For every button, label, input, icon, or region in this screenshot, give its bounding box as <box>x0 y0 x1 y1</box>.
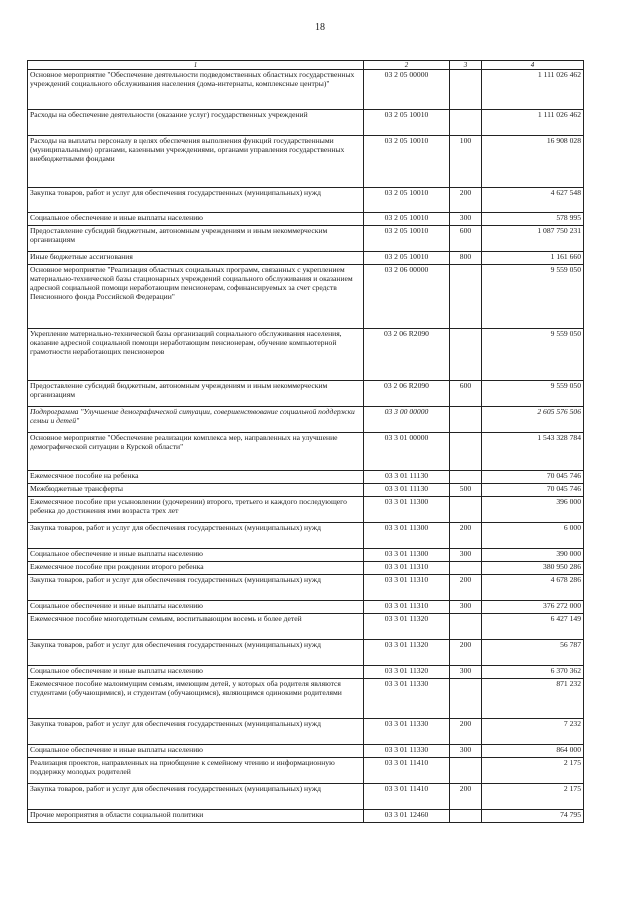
cell-code: 03 3 01 12460 <box>364 810 450 823</box>
cell-type <box>450 679 482 719</box>
table-row <box>28 265 584 329</box>
cell-name: Предоставление субсидий бюджетным, автономным учреждениям и иным некоммерческим организациям <box>28 226 364 252</box>
cell-code: 03 3 01 11320 <box>364 640 450 666</box>
cell-name: Прочие мероприятия в области социальной политики <box>28 810 364 823</box>
cell-code: 03 3 01 11330 <box>364 679 450 719</box>
table-row <box>28 484 584 497</box>
cell-type: 200 <box>450 188 482 213</box>
cell-name: Социальное обеспечение и иные выплаты населению <box>28 549 364 562</box>
cell-sum: 74 795 <box>482 810 584 823</box>
cell-code: 03 3 01 11330 <box>364 719 450 745</box>
table-row <box>28 523 584 549</box>
cell-name: Социальное обеспечение и иные выплаты населению <box>28 601 364 614</box>
cell-code: 03 3 01 11310 <box>364 562 450 575</box>
column-header-code: 2 <box>364 61 450 70</box>
cell-type <box>450 407 482 433</box>
cell-sum: 864 000 <box>482 745 584 758</box>
cell-name: Укрепление материально-технической базы организаций социального обслуживания населения, оказание адресной социальной помощи неработающим пенсионерам, обучение компьютерной грамотности неработающих пенсионеров <box>28 329 364 381</box>
cell-code: 03 3 01 11130 <box>364 471 450 484</box>
table-row <box>28 226 584 252</box>
cell-sum: 56 787 <box>482 640 584 666</box>
cell-sum: 380 950 286 <box>482 562 584 575</box>
cell-type <box>450 614 482 640</box>
cell-name: Закупка товаров, работ и услуг для обеспечения государственных (муниципальных) нужд <box>28 188 364 213</box>
cell-code: 03 3 01 11320 <box>364 614 450 640</box>
cell-code: 03 3 01 11330 <box>364 745 450 758</box>
cell-sum: 4 627 548 <box>482 188 584 213</box>
cell-sum: 1 543 328 784 <box>482 433 584 471</box>
cell-name: Закупка товаров, работ и услуг для обеспечения государственных (муниципальных) нужд <box>28 640 364 666</box>
cell-type: 200 <box>450 523 482 549</box>
cell-code: 03 2 05 10010 <box>364 213 450 226</box>
table-row <box>28 640 584 666</box>
cell-code: 03 2 05 10010 <box>364 252 450 265</box>
cell-type: 800 <box>450 252 482 265</box>
table-row <box>28 381 584 407</box>
cell-code: 03 3 01 11300 <box>364 549 450 562</box>
cell-type <box>450 433 482 471</box>
table-row <box>28 136 584 188</box>
cell-code: 03 2 06 R2090 <box>364 381 450 407</box>
cell-type: 300 <box>450 549 482 562</box>
cell-sum: 2 605 576 506 <box>482 407 584 433</box>
cell-type <box>450 758 482 784</box>
cell-name: Закупка товаров, работ и услуг для обеспечения государственных (муниципальных) нужд <box>28 784 364 810</box>
cell-sum: 2 175 <box>482 784 584 810</box>
cell-name: Закупка товаров, работ и услуг для обеспечения государственных (муниципальных) нужд <box>28 719 364 745</box>
cell-name: Расходы на обеспечение деятельности (оказание услуг) государственных учреждений <box>28 110 364 136</box>
cell-type: 200 <box>450 575 482 601</box>
cell-type: 200 <box>450 640 482 666</box>
cell-name: Основное мероприятие "Реализация областных социальных программ, связанных с укреплением материально-технической базы стационарных учреждений социального обслуживания и оказанием адресной социальной помощи неработающим пенсионерам, софинансируемых за счет средств Пенсионного фонда Российской Федерации" <box>28 265 364 329</box>
cell-sum: 1 111 026 462 <box>482 70 584 110</box>
table-header-row <box>28 61 584 70</box>
cell-sum: 6 370 362 <box>482 666 584 679</box>
cell-name: Социальное обеспечение и иные выплаты населению <box>28 745 364 758</box>
cell-sum: 4 678 286 <box>482 575 584 601</box>
cell-sum: 376 272 000 <box>482 601 584 614</box>
cell-type <box>450 497 482 523</box>
cell-type: 200 <box>450 784 482 810</box>
cell-sum: 7 232 <box>482 719 584 745</box>
table-row <box>28 188 584 213</box>
cell-name: Предоставление субсидий бюджетным, автономным учреждениям и иным некоммерческим организациям <box>28 381 364 407</box>
cell-type <box>450 562 482 575</box>
table-row <box>28 614 584 640</box>
cell-name: Основное мероприятие "Обеспечение деятельности подведомственных областных государственных учреждений социального обслуживания населения (дома-интернаты, комплексные центры)" <box>28 70 364 110</box>
table-row <box>28 252 584 265</box>
table-row <box>28 562 584 575</box>
table-row <box>28 679 584 719</box>
cell-sum: 70 045 746 <box>482 471 584 484</box>
cell-type: 100 <box>450 136 482 188</box>
cell-code: 03 3 01 11310 <box>364 601 450 614</box>
cell-name: Ежемесячное пособие при рождении второго ребенка <box>28 562 364 575</box>
cell-sum: 396 000 <box>482 497 584 523</box>
cell-sum: 1 111 026 462 <box>482 110 584 136</box>
cell-sum: 578 995 <box>482 213 584 226</box>
cell-code: 03 3 01 11410 <box>364 758 450 784</box>
cell-type: 300 <box>450 601 482 614</box>
table-row <box>28 213 584 226</box>
cell-sum: 2 175 <box>482 758 584 784</box>
cell-sum: 6 427 149 <box>482 614 584 640</box>
cell-sum: 9 559 050 <box>482 265 584 329</box>
cell-name: Ежемесячное пособие многодетным семьям, воспитывающим восемь и более детей <box>28 614 364 640</box>
cell-name: Межбюджетные трансферты <box>28 484 364 497</box>
cell-sum: 70 045 746 <box>482 484 584 497</box>
cell-code: 03 2 05 10010 <box>364 226 450 252</box>
cell-sum: 16 908 028 <box>482 136 584 188</box>
table-row <box>28 719 584 745</box>
table-row <box>28 110 584 136</box>
cell-name: Основное мероприятие "Обеспечение реализации комплекса мер, направленных на улучшение демографической ситуации в Курской области" <box>28 433 364 471</box>
table-row <box>28 745 584 758</box>
table-row <box>28 407 584 433</box>
cell-type: 300 <box>450 666 482 679</box>
cell-name: Подпрограмма "Улучшение демографической ситуации, совершенствование социальной поддержки семьи и детей" <box>28 407 364 433</box>
cell-sum: 390 000 <box>482 549 584 562</box>
table-row <box>28 575 584 601</box>
table-row <box>28 810 584 823</box>
cell-type <box>450 265 482 329</box>
cell-code: 03 3 01 00000 <box>364 433 450 471</box>
cell-name: Иные бюджетные ассигнования <box>28 252 364 265</box>
cell-name: Ежемесячное пособие при усыновлении (удочерении) второго, третьего и каждого последующего ребенка до достижения ими возраста трех лет <box>28 497 364 523</box>
table-row <box>28 471 584 484</box>
cell-name: Социальное обеспечение и иные выплаты населению <box>28 666 364 679</box>
column-header-name: 1 <box>28 61 364 70</box>
cell-name: Социальное обеспечение и иные выплаты населению <box>28 213 364 226</box>
cell-name: Ежемесячное пособие малоимущим семьям, имеющим детей, у которых оба родителя являются студентами (обучающимися), и студентам (обучающимся), являющимся одинокими родителями <box>28 679 364 719</box>
cell-name: Закупка товаров, работ и услуг для обеспечения государственных (муниципальных) нужд <box>28 575 364 601</box>
cell-code: 03 3 01 11300 <box>364 497 450 523</box>
cell-code: 03 2 05 10010 <box>364 188 450 213</box>
cell-code: 03 3 01 11130 <box>364 484 450 497</box>
cell-type <box>450 810 482 823</box>
table-row <box>28 497 584 523</box>
cell-code: 03 3 01 11410 <box>364 784 450 810</box>
cell-code: 03 2 05 00000 <box>364 70 450 110</box>
cell-name: Закупка товаров, работ и услуг для обеспечения государственных (муниципальных) нужд <box>28 523 364 549</box>
cell-name: Реализация проектов, направленных на приобщение к семейному чтению и информационную поддержку молодых родителей <box>28 758 364 784</box>
table-row <box>28 784 584 810</box>
cell-name: Ежемесячное пособие на ребенка <box>28 471 364 484</box>
cell-sum: 871 232 <box>482 679 584 719</box>
table-row <box>28 549 584 562</box>
table-row <box>28 666 584 679</box>
cell-sum: 6 000 <box>482 523 584 549</box>
cell-type <box>450 110 482 136</box>
cell-sum: 9 559 050 <box>482 381 584 407</box>
cell-type <box>450 471 482 484</box>
cell-code: 03 3 01 11310 <box>364 575 450 601</box>
column-header-sum: 4 <box>482 61 584 70</box>
cell-type: 600 <box>450 226 482 252</box>
cell-type <box>450 329 482 381</box>
cell-type: 200 <box>450 719 482 745</box>
cell-code: 03 2 06 00000 <box>364 265 450 329</box>
cell-sum: 9 559 050 <box>482 329 584 381</box>
cell-code: 03 3 01 11300 <box>364 523 450 549</box>
cell-code: 03 2 05 10010 <box>364 110 450 136</box>
cell-type: 500 <box>450 484 482 497</box>
cell-type: 600 <box>450 381 482 407</box>
page-number: 18 <box>315 22 325 33</box>
cell-sum: 1 161 660 <box>482 252 584 265</box>
table-row <box>28 70 584 110</box>
budget-table <box>27 60 584 823</box>
cell-type <box>450 70 482 110</box>
table-row <box>28 758 584 784</box>
cell-code: 03 3 00 00000 <box>364 407 450 433</box>
table-row <box>28 329 584 381</box>
cell-code: 03 2 06 R2090 <box>364 329 450 381</box>
cell-code: 03 3 01 11320 <box>364 666 450 679</box>
table-row <box>28 601 584 614</box>
table-row <box>28 433 584 471</box>
cell-code: 03 2 05 10010 <box>364 136 450 188</box>
cell-sum: 1 087 750 231 <box>482 226 584 252</box>
cell-name: Расходы на выплаты персоналу в целях обеспечения выполнения функций государственными (муниципальными) органами, казенными учреждениями, органами управления государственных внебюджетными фондами <box>28 136 364 188</box>
column-header-type: 3 <box>450 61 482 70</box>
cell-type: 300 <box>450 213 482 226</box>
cell-type: 300 <box>450 745 482 758</box>
